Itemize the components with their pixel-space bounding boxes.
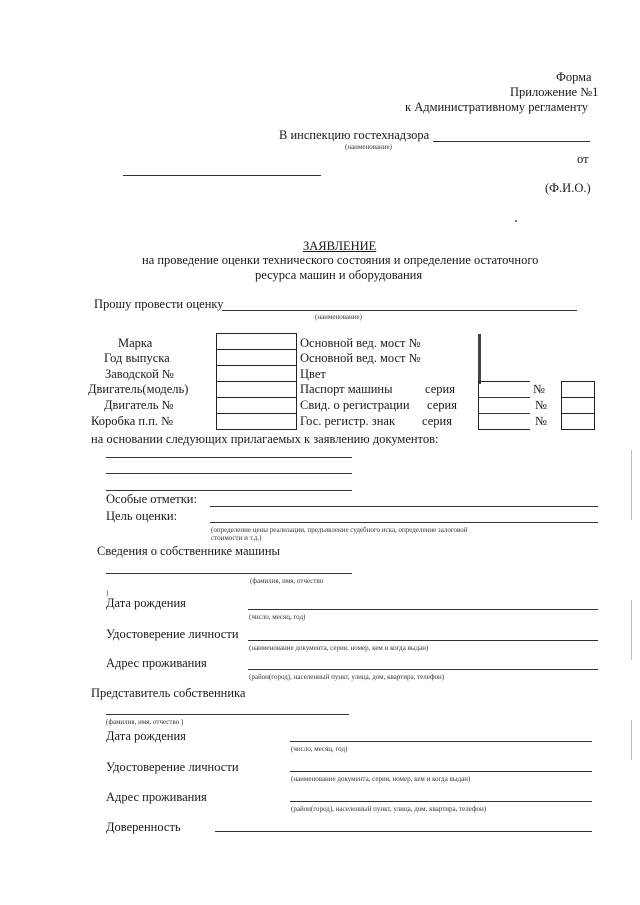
owner-birth-line[interactable]: [248, 609, 598, 610]
number-label-passport: №: [533, 382, 545, 396]
factory-number-input-box[interactable]: [216, 365, 297, 382]
form-label: Форма: [556, 70, 592, 84]
field-label-engine-model: Двигатель(модель): [88, 382, 189, 396]
axle-number-field-bar: [478, 334, 481, 384]
representative-heading: Представитель собственника: [91, 686, 246, 700]
representative-name-caption: (фамилия, имя, отчество ): [106, 718, 184, 726]
document-title: ЗАЯВЛЕНИЕ: [303, 239, 377, 253]
field-label-plate: Гос. регистр. знак: [300, 414, 396, 428]
number-label-plate: №: [535, 414, 547, 428]
owner-name-caption: (фамилия, имя, отчество: [250, 577, 324, 585]
number-label-registration: №: [535, 398, 547, 412]
title-subline-1: на проведение оценки технического состояния и определение остаточного: [142, 253, 539, 267]
engine-model-input-box[interactable]: [216, 381, 297, 398]
plate-number-box[interactable]: [561, 413, 595, 430]
gearbox-number-input-box[interactable]: [216, 413, 297, 430]
series-divider-2: [478, 413, 530, 414]
field-label-registration-cert: Свид. о регистрации: [300, 398, 410, 412]
inspection-name-line[interactable]: [433, 141, 590, 142]
appendix-label: Приложение №1: [510, 85, 599, 99]
purpose-caption-1: (определение цены реализации, предъявление судебного иска, определение залоговой: [211, 526, 468, 534]
power-of-attorney-label: Доверенность: [106, 820, 181, 834]
series-label-registration: серия: [427, 398, 457, 412]
scan-edge-mark: [631, 600, 632, 660]
owner-id-label: Удостоверение личности: [106, 627, 239, 641]
brand-input-box[interactable]: [216, 333, 297, 350]
fio-label: (Ф.И.О.): [545, 181, 591, 195]
scan-edge-mark: [631, 450, 632, 520]
engine-number-input-box[interactable]: [216, 397, 297, 414]
representative-address-caption: (район(город), населенный пункт, улица, дом, квартира, телефон): [291, 805, 487, 813]
purpose-label: Цель оценки:: [106, 509, 178, 523]
request-caption: (наименование): [315, 313, 362, 321]
field-label-gearbox-number: Коробка п.п. №: [91, 414, 174, 428]
representative-id-label: Удостоверение личности: [106, 760, 239, 774]
field-label-axle-1: Основной вед. мост №: [300, 336, 421, 350]
request-line[interactable]: [222, 310, 577, 311]
owner-birth-caption: (число, месяц, год): [249, 613, 306, 621]
series-divider-1: [478, 397, 530, 398]
field-label-factory-number: Заводской №: [105, 367, 174, 381]
representative-birth-caption: (число, месяц, год): [291, 745, 348, 753]
documents-line-1[interactable]: [106, 457, 352, 458]
scan-dot: [515, 220, 517, 222]
owner-name-line[interactable]: [106, 573, 352, 574]
owner-id-line[interactable]: [248, 640, 598, 641]
field-label-brand: Марка: [118, 336, 153, 350]
applicant-name-line[interactable]: [123, 175, 321, 176]
representative-id-line[interactable]: [290, 771, 592, 772]
request-label: Прошу провести оценку: [94, 297, 224, 311]
field-label-color: Цвет: [300, 367, 326, 381]
registration-number-box[interactable]: [561, 397, 595, 414]
representative-name-line[interactable]: [106, 714, 349, 715]
field-label-axle-2: Основной вед. мост №: [300, 351, 421, 365]
year-input-box[interactable]: [216, 349, 297, 366]
inspection-name-caption: (наименование): [345, 143, 392, 151]
documents-label: на основании следующих прилагаемых к заявлению документов:: [91, 432, 439, 446]
field-label-year: Год выпуска: [104, 351, 170, 365]
representative-id-caption: (наименование документа, серия, номер, кем и когда выдан): [291, 775, 471, 783]
scan-edge-mark: [631, 720, 632, 760]
special-notes-line[interactable]: [210, 506, 598, 507]
representative-address-label: Адрес проживания: [106, 790, 207, 804]
series-input-box[interactable]: [478, 381, 530, 430]
owner-name-caption-paren: ): [106, 589, 109, 597]
series-label-plate: серия: [422, 414, 452, 428]
representative-birth-label: Дата рождения: [106, 729, 186, 743]
field-label-engine-number: Двигатель №: [104, 398, 174, 412]
from-label: от: [577, 152, 589, 166]
owner-birth-label: Дата рождения: [106, 596, 186, 610]
owner-address-line[interactable]: [248, 669, 598, 670]
owner-address-caption: (район(город), населенный пункт, улица, дом, квартира, телефон): [249, 673, 445, 681]
documents-line-3[interactable]: [106, 490, 352, 491]
documents-line-2[interactable]: [106, 473, 352, 474]
passport-number-box[interactable]: [561, 381, 595, 398]
representative-birth-line[interactable]: [290, 741, 592, 742]
owner-id-caption: (наименование документа, серия, номер, кем и когда выдан): [249, 644, 429, 652]
purpose-caption-2: стоимости и т.д.): [211, 534, 262, 542]
representative-address-line[interactable]: [290, 801, 592, 802]
regulation-label: к Административному регламенту: [405, 100, 589, 114]
field-label-passport: Паспорт машины: [300, 382, 393, 396]
owner-heading: Сведения о собственнике машины: [97, 544, 280, 558]
title-subline-2: ресурса машин и оборудования: [255, 268, 423, 282]
purpose-line[interactable]: [210, 522, 598, 523]
special-notes-label: Особые отметки:: [106, 492, 197, 506]
series-label-passport: серия: [425, 382, 455, 396]
inspection-label: В инспекцию гостехнадзора: [279, 128, 430, 142]
power-of-attorney-line[interactable]: [215, 831, 592, 832]
owner-address-label: Адрес проживания: [106, 656, 207, 670]
